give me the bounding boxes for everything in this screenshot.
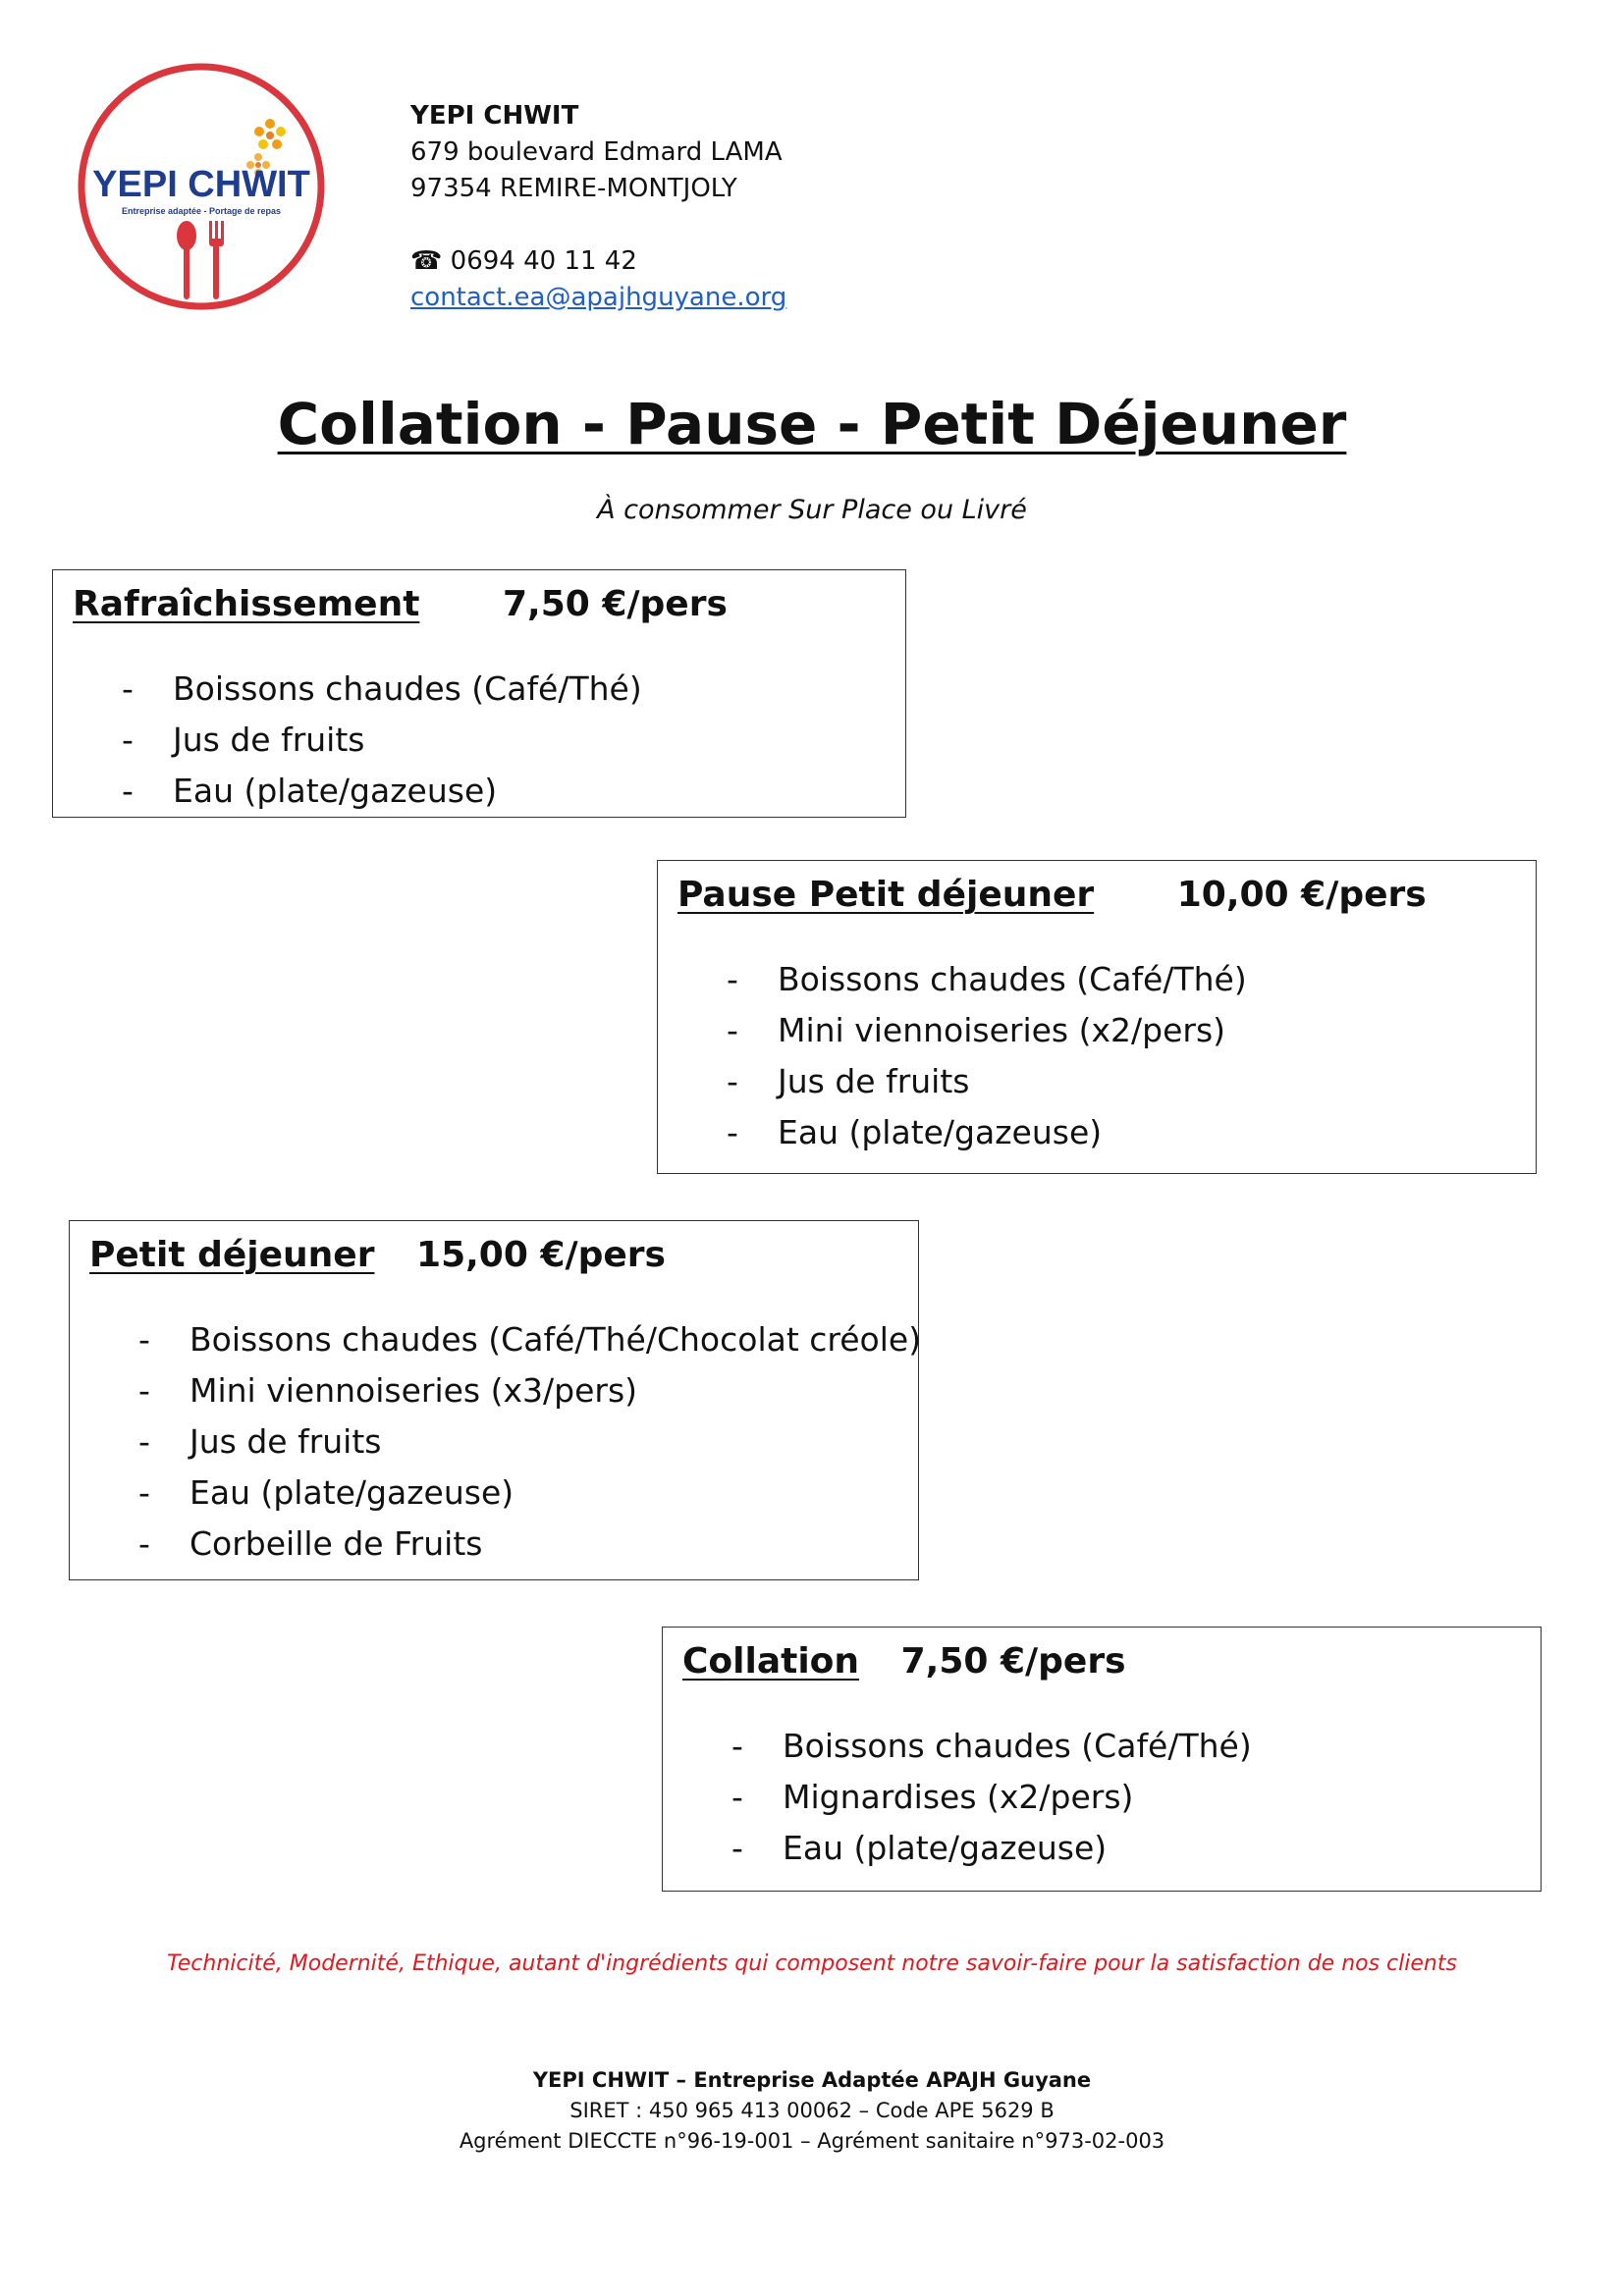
list-item: - Eau (plate/gazeuse) [727, 1113, 1103, 1151]
footer-line-1: YEPI CHWIT – Entreprise Adaptée APAJH Guyane [532, 2068, 1092, 2092]
list-item: - Boissons chaudes (Café/Thé/Chocolat créole) [138, 1320, 922, 1359]
slogan: Technicité, Modernité, Ethique, autant d'ingrédients qui composent notre savoir-faire pour la satisfaction de nos clients [167, 1951, 1457, 1976]
offer-box-petit-dejeuner [69, 1220, 922, 1580]
page-subtitle: À consommer Sur Place ou Livré [597, 495, 1027, 525]
list-item: - Mini viennoiseries (x2/pers) [727, 1011, 1226, 1049]
company-info [410, 98, 786, 316]
logo-text: YEPI CHWIT [92, 164, 310, 205]
offer-box-pause-petit-dejeuner [657, 860, 1537, 1174]
offer-label: Pause Petit déjeuner [677, 875, 1095, 915]
email-link[interactable]: contact.ea@apajhguyane.org [410, 283, 787, 312]
offer-label: Rafraîchissement [73, 584, 420, 624]
list-item: - Eau (plate/gazeuse) [138, 1473, 514, 1512]
offer-items [122, 664, 642, 817]
offer-items [727, 954, 1247, 1158]
logo-tagline: Entreprise adaptée - Portage de repas [121, 206, 282, 216]
offer-price: 7,50 €/pers [900, 1641, 1126, 1682]
list-item: - Eau (plate/gazeuse) [731, 1829, 1108, 1867]
footer-line-3: Agrément DIECCTE n°96-19-001 – Agrément sanitaire n°973-02-003 [459, 2129, 1165, 2153]
list-item: - Eau (plate/gazeuse) [122, 772, 498, 810]
phone-icon: ☎ [410, 246, 443, 276]
offer-price: 15,00 €/pers [416, 1235, 666, 1275]
offer-items [138, 1314, 921, 1570]
address-line-2: 97354 REMIRE-MONTJOLY [410, 174, 737, 203]
list-item: - Boissons chaudes (Café/Thé) [122, 669, 642, 708]
offer-price: 7,50 €/pers [502, 584, 728, 624]
offer-box-collation [662, 1627, 1542, 1892]
list-item: - Boissons chaudes (Café/Thé) [731, 1727, 1252, 1765]
offer-label: Collation [682, 1641, 860, 1682]
footer-line-2: SIRET : 450 965 413 00062 – Code APE 5629 B [569, 2099, 1055, 2122]
list-item: - Jus de fruits [138, 1422, 382, 1461]
list-item: - Jus de fruits [122, 721, 365, 759]
offer-items [731, 1721, 1252, 1874]
company-logo [74, 59, 329, 314]
offer-box-rafraichissement [52, 569, 906, 818]
list-item: - Jus de fruits [727, 1062, 970, 1100]
phone-line [410, 243, 786, 280]
offer-label: Petit déjeuner [89, 1235, 375, 1275]
list-item: - Corbeille de Fruits [138, 1524, 483, 1563]
footer [0, 2065, 1624, 2157]
address-line-1: 679 boulevard Edmard LAMA [410, 137, 783, 167]
company-name: YEPI CHWIT [410, 101, 579, 131]
page-title: Collation - Pause - Petit Déjeuner [277, 391, 1347, 457]
list-item: - Mignardises (x2/pers) [731, 1778, 1134, 1816]
list-item: - Boissons chaudes (Café/Thé) [727, 960, 1247, 998]
offer-price: 10,00 €/pers [1176, 875, 1427, 915]
list-item: - Mini viennoiseries (x3/pers) [138, 1371, 638, 1410]
phone-number: 0694 40 11 42 [450, 246, 637, 276]
